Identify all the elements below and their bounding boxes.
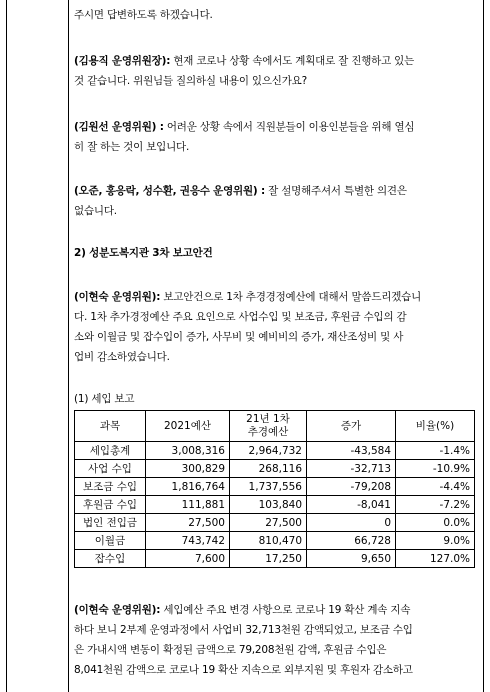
column-header: 2021예산 [146, 411, 230, 442]
table-cell: 103,840 [230, 496, 307, 514]
table-row [75, 550, 475, 568]
paragraph-text: 잘 설명해주셔서 특별한 의견은 [265, 185, 407, 197]
speaker-label: (김원선 운영위원) : [74, 121, 164, 133]
table-cell: 1,816,764 [146, 478, 230, 496]
paragraph-line: 주시면 답변하도록 하겠습니다. [74, 9, 213, 21]
section-title: 2) 성분도복지관 3차 보고안건 [74, 247, 213, 259]
paragraph-line: 소와 이월금 및 잡수입이 증가, 사무비 및 예비비의 증가, 재산조성비 및 사 [74, 331, 404, 343]
paragraph-line: 8,041천원 감액으로 코로나 19 확산 지속으로 외부지원 및 후원자 감소하고 [74, 664, 413, 676]
table-cell: -43,584 [307, 442, 396, 460]
table-cell: -7.2% [396, 496, 475, 514]
table-cell: -8,041 [307, 496, 396, 514]
page-frame [6, 0, 484, 692]
table-cell: 2,964,732 [230, 442, 307, 460]
table-cell: 0.0% [396, 514, 475, 532]
table-caption: (1) 세입 보고 [74, 393, 135, 405]
speaker-label: (이현숙 운영위원): [74, 604, 161, 616]
table-cell: -32,713 [307, 460, 396, 478]
table-cell: 27,500 [146, 514, 230, 532]
revenue-table [74, 410, 475, 568]
table-row [75, 478, 475, 496]
paragraph-line: 히 잘 하는 것이 보입니다. [74, 141, 190, 153]
table-cell: 이월금 [75, 532, 146, 550]
table-row [75, 460, 475, 478]
speaker-label: (이현숙 운영위원): [74, 291, 161, 303]
paragraph-line [74, 603, 478, 617]
table-cell: 세입총계 [75, 442, 146, 460]
table-cell: -10.9% [396, 460, 475, 478]
column-header: 비율(%) [396, 411, 475, 442]
column-header: 증가 [307, 411, 396, 442]
paragraph-line: 업비 감소하였습니다. [74, 351, 170, 363]
table-cell: 300,829 [146, 460, 230, 478]
table-cell: 268,116 [230, 460, 307, 478]
table-cell: 보조금 수입 [75, 478, 146, 496]
table-cell: 법인 전입금 [75, 514, 146, 532]
table-cell: 17,250 [230, 550, 307, 568]
table-cell: 127.0% [396, 550, 475, 568]
table-cell: 0 [307, 514, 396, 532]
paragraph-text: 현재 코로나 상황 속에서도 계획대로 잘 진행하고 있는 [170, 55, 415, 67]
paragraph-line [74, 184, 478, 198]
table-cell: 9.0% [396, 532, 475, 550]
table-header-row [75, 411, 475, 442]
table-row [75, 514, 475, 532]
table-cell: 1,737,556 [230, 478, 307, 496]
table-cell: 27,500 [230, 514, 307, 532]
paragraph-line: 다. 1차 추가경정예산 주요 요인으로 사업수입 및 보조금, 후원금 수입의 감 [74, 311, 407, 323]
table-cell: 810,470 [230, 532, 307, 550]
table-row [75, 442, 475, 460]
paragraph-line: 것 같습니다. 위원님들 질의하실 내용이 있으신가요? [74, 75, 308, 87]
table-row [75, 532, 475, 550]
table-cell: 잡수입 [75, 550, 146, 568]
paragraph-line [74, 120, 478, 134]
table-cell: 66,728 [307, 532, 396, 550]
table-cell: 후원금 수입 [75, 496, 146, 514]
paragraph-line: 은 가내시액 변동이 확정된 금액으로 79,208천원 감액, 후원금 수입은 [74, 644, 387, 656]
speaker-label: (오준, 홍응락, 성수환, 권응수 운영위원) : [74, 185, 265, 197]
column-header: 21년 1차 추경예산 [230, 411, 307, 442]
table-cell: 111,881 [146, 496, 230, 514]
table-cell: 9,650 [307, 550, 396, 568]
table-cell: 사업 수입 [75, 460, 146, 478]
table-cell: -79,208 [307, 478, 396, 496]
paragraph-line [74, 290, 478, 304]
paragraph-text: 보고안건으로 1차 추경경정예산에 대해서 말씀드리겠습니 [160, 291, 422, 303]
table-cell: -4.4% [396, 478, 475, 496]
paragraph-line: 없습니다. [74, 205, 117, 217]
table-cell: -1.4% [396, 442, 475, 460]
paragraph-line: 하다 보니 2부제 운영과정에서 사업비 32,713천원 감액되었고, 보조금 수입 [74, 624, 413, 636]
column-header: 과목 [75, 411, 146, 442]
speaker-label: (김용직 운영위원장): [74, 55, 171, 67]
paragraph-text: 세입예산 주요 변경 사항으로 코로나 19 확산 계속 지속 [160, 604, 411, 616]
paragraph-line [74, 54, 478, 68]
paragraph-text: 어려운 상황 속에서 직원분들이 이용인분들을 위해 열심 [163, 121, 415, 133]
table-cell: 743,742 [146, 532, 230, 550]
table-cell: 3,008,316 [146, 442, 230, 460]
left-column [6, 0, 69, 692]
table-row [75, 496, 475, 514]
table-cell: 7,600 [146, 550, 230, 568]
